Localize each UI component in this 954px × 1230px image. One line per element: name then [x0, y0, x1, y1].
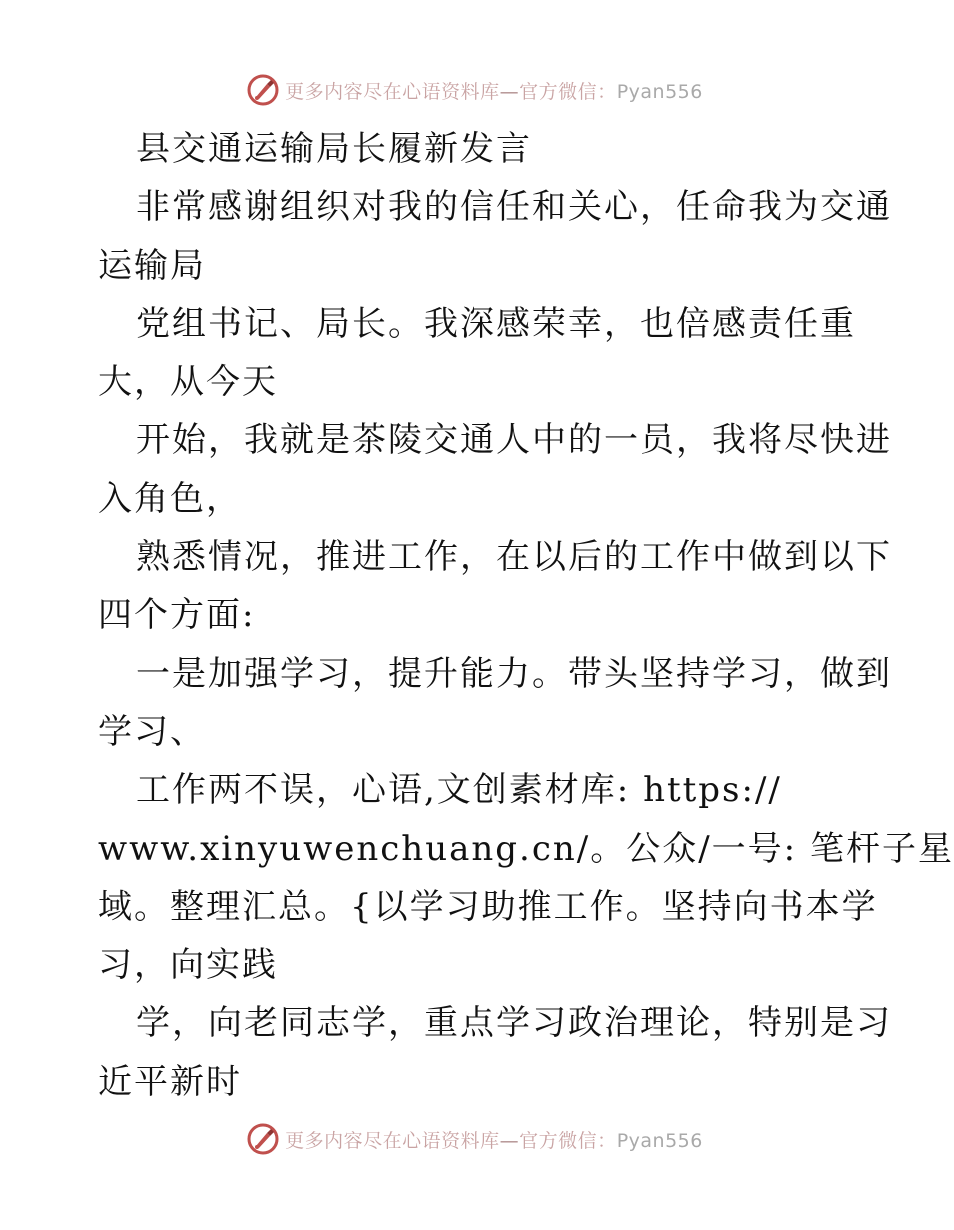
- document-line: 入角色，: [98, 478, 242, 519]
- document-line: 运输局: [98, 245, 206, 286]
- document-line: 四个方面:: [98, 595, 256, 636]
- header-wechat-id: Pyan556: [616, 80, 703, 103]
- footer-separator: —: [499, 1129, 520, 1152]
- document-line: 大，从今天: [98, 362, 278, 403]
- document-line: 开始，我就是茶陵交通人中的一员，我将尽快进: [136, 420, 892, 461]
- page-header-banner: [0, 70, 950, 110]
- document-line: 近平新时: [98, 1061, 242, 1102]
- document-line: 一是加强学习，提升能力。带头坚持学习，做到: [136, 653, 892, 694]
- document-line: www.xinyuwenchuang.cn/。公众/一号: 笔杆子星: [98, 828, 954, 869]
- document-line: 学，向老同志学，重点学习政治理论，特别是习: [136, 1003, 892, 1044]
- document-line: 学习、: [98, 711, 206, 752]
- footer-brand-line: [285, 1126, 703, 1153]
- footer-wechat-label: 官方微信：: [519, 1129, 617, 1152]
- document-title: 县交通运输局长履新发言: [136, 129, 532, 169]
- pen-logo-icon: [247, 74, 279, 106]
- page-footer-banner: [0, 1119, 950, 1159]
- document-line: 习，向实践: [98, 945, 278, 986]
- document-line: 域。整理汇总。{以学习助推工作。坚持向书本学: [98, 886, 878, 927]
- pen-logo-icon: [247, 1123, 279, 1155]
- document-body: [98, 120, 954, 1111]
- header-wechat-label: 官方微信：: [519, 80, 617, 103]
- document-line: 熟悉情况，推进工作，在以后的工作中做到以下: [136, 537, 892, 578]
- header-brand-line: [285, 77, 703, 104]
- footer-wechat-id: Pyan556: [616, 1129, 703, 1152]
- document-line: 非常感谢组织对我的信任和关心，任命我为交通: [136, 187, 892, 228]
- header-separator: —: [499, 80, 520, 103]
- header-brand-text: 更多内容尽在心语资料库: [285, 80, 500, 103]
- footer-brand-text: 更多内容尽在心语资料库: [285, 1129, 500, 1152]
- document-line: 工作两不误，心语,文创素材库: https://: [136, 770, 782, 811]
- document-line: 党组书记、局长。我深感荣幸，也倍感责任重: [136, 303, 856, 344]
